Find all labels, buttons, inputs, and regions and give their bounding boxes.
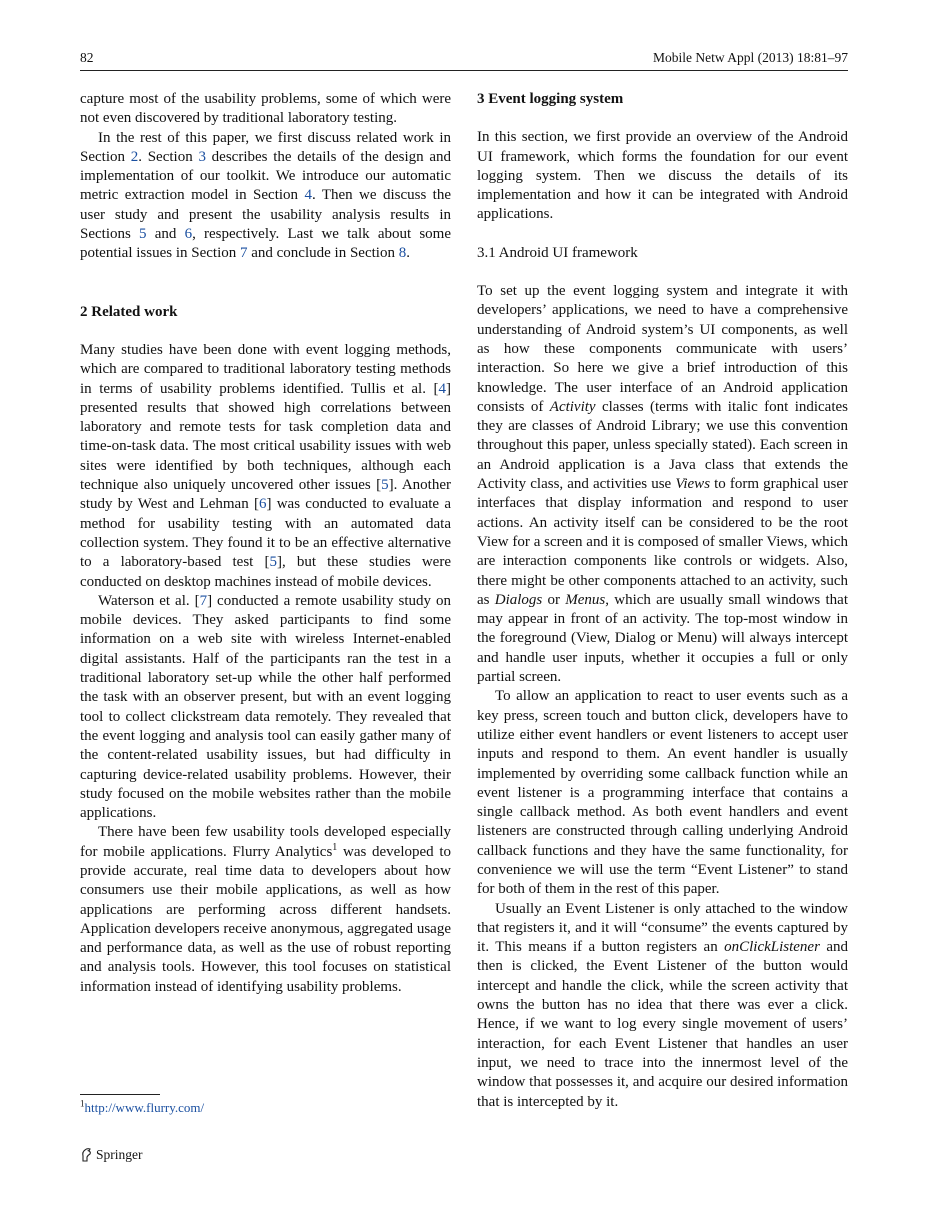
left-column: [80, 90, 451, 997]
footnote: [80, 1100, 204, 1116]
section-heading: 3 Event logging system: [477, 91, 624, 107]
section-link[interactable]: 8: [398, 245, 407, 262]
section-link[interactable]: 5: [139, 226, 147, 243]
publisher-footer: [80, 1147, 143, 1163]
paragraph: Usually an Event Listener is only attached to the window that registers it, and it will “consume” the events captured by it. This means if a button registers an onClickListener and then is clicked, the Event Listener of the button would intercept and handle the click, while the screen activity that owns the button has no idea that there was ever a click. Hence, if we want to log every single movement of users’ interaction, for each Event Listener that handles an user input, we need to trace into the innermost level of the window that possesses it, and acquire our desired information that is intercepted by it.: [477, 900, 848, 1110]
footnote-number: 1: [80, 1098, 85, 1109]
journal-citation: Mobile Netw Appl (2013) 18:81–97: [653, 50, 848, 65]
footnote-divider: [80, 1094, 160, 1095]
paragraph: There have been few usability tools developed especially for mobile applications. Flurry Analytics$^1$ was developed to provide accurate, real time data to developers about how consumers use their mobile applications, as well as how applications are performing across different handsets. Application developers receive anonymous, aggregated usage and performance data, as well as the use of robust reporting and analysis tools. However, this tool focuses on statistical information instead of identifying usability problems.: [80, 824, 451, 995]
section-link[interactable]: 2: [130, 148, 139, 165]
footnote-url-link[interactable]: http://www.flurry.com/: [84, 1100, 205, 1115]
paragraph: In the rest of this paper, we first discuss related work in Section 2. Section 3 describes the details of the design and implementation of our toolkit. We introduce our automatic metric extraction model in Section 4. Then we discuss the user study and present the usability analysis results in Sections 5 and 6, respectively. Last we talk about some potential issues in Section 7 and conclude in Section 8.: [80, 129, 452, 262]
citation-link[interactable]: 5: [381, 477, 389, 494]
citation-link[interactable]: 7: [199, 592, 208, 609]
right-column: [477, 90, 848, 1112]
paragraph: In this section, we first provide an overview of the Android UI framework, which forms the foundation for our event logging system. Then we discuss the details of its implementation and how it can be integrated with Android applications.: [477, 129, 848, 223]
footnote-marker[interactable]: 1: [332, 841, 338, 853]
section-heading: 2 Related work: [80, 303, 178, 320]
citation-link[interactable]: 4: [438, 380, 446, 397]
subsection-heading: 3.1 Android UI framework: [477, 244, 638, 261]
paragraph: Many studies have been done with event logging methods, which are compared to traditional laboratory testing methods in terms of usability problems identified. Tullis et al. [4] presented results that showed high correlations between laboratory and remote tests for task completion data and time-on-task data. The most critical usability issues with web sites were identified by both techniques, although each technique also uniquely uncovered other issues [5]. Another study by West and Lehman [6] was conducted to evaluate a method for usability testing with an automated data collection system. They found it to be an effective alternative to a laboratory-based test [5], but these studies were conducted on desktop machines instead of mobile devices.: [80, 341, 451, 590]
section-link[interactable]: 4: [304, 187, 312, 204]
springer-horse-icon: [80, 1147, 93, 1162]
page-number: 82: [80, 50, 94, 65]
paragraph: capture most of the usability problems, some of which were not even discovered by traditional laboratory testing.: [80, 91, 451, 127]
section-link[interactable]: 6: [184, 226, 193, 243]
citation-link[interactable]: 5: [269, 554, 277, 571]
paragraph: Waterson et al. [7] conducted a remote usability study on mobile devices. They asked participants to find some information on a web site with wireless Internet-enabled digital assistants. Half of the participants ran the test in a traditional laboratory set-up while the other half performed the task with an observer present, but with an event logging tool to collect clickstream data remotely. They revealed that the event logging and analysis tool can easily gather many of the content-related usability issues, but had difficulty in capturing device-related usability problems. However, their study focused on the mobile websites rather than the mobile applications.: [80, 592, 451, 822]
paragraph: To set up the event logging system and integrate it with developers’ applications, we need to have a comprehensive understanding of Android system’s UI components, as well as how these components communicate with users’ interaction. So here we give a brief introduction of this knowledge. The user interface of an Android application consists of Activity classes (terms with italic font indicates they are classes of Android Library; we use this convention throughout this paper, unless specially stated). Each screen in an Android application is a Java class that extends the Activity class, and activities use Views to form graphical user interfaces that display information and respond to user actions. An activity itself can be considered to be the root View for a screen and it is composed of smaller Views, which are interaction components like controls or widgets. Also, there might be other components attached to an activity, such as Dialogs or Menus, which are usually small windows that may appear in front of an activity. The top-most window in the foreground (View, Dialog or Menu) will always intercept and handle user inputs, whether it occupies a full or only partial screen.: [477, 283, 849, 686]
section-link[interactable]: 7: [239, 245, 248, 262]
citation-link[interactable]: 6: [258, 496, 267, 513]
running-header: [80, 48, 848, 71]
publisher-name: Springer: [96, 1147, 143, 1162]
section-link[interactable]: 3: [198, 148, 206, 165]
paragraph: To allow an application to react to user events such as a key press, screen touch and button click, developers have to utilize either event handlers or event listeners to accept user inputs and respond to them. An event handler is usually implemented by overriding some callback function while an event listener is a programming interface that contains a single callback method. As both event handlers and event listeners are constructed through calling underlying Android callback functions and they have the same functionality, for convenience we will use the term “Event Listener” to stand for both of them in the rest of this paper.: [477, 688, 848, 898]
